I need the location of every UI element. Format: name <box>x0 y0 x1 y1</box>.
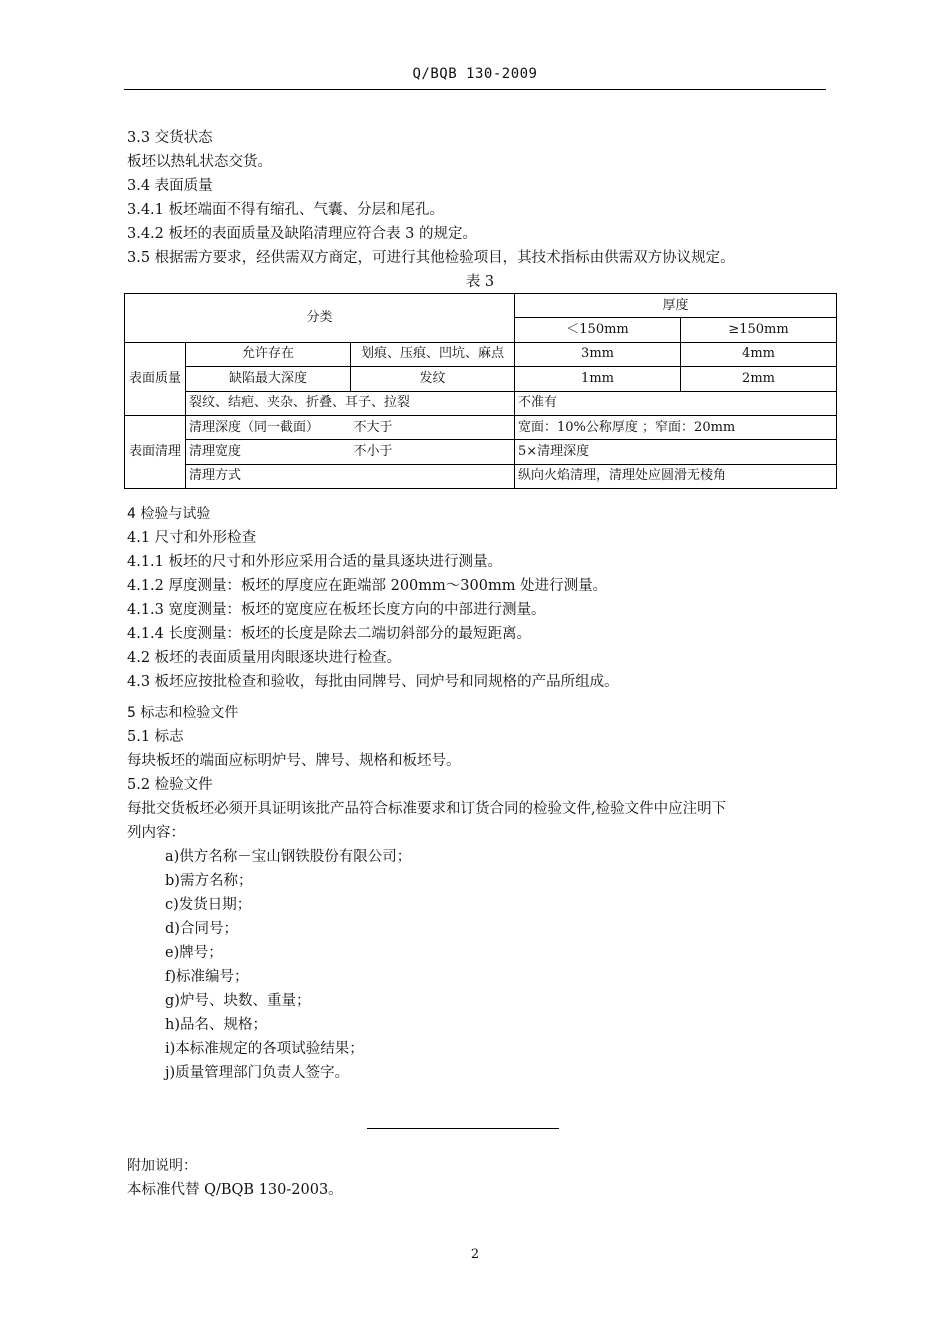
list-item-b: b)需方名称； <box>165 873 253 889</box>
clause-5-1-text: 每块板坯的端面应标明炉号、牌号、规格和板坯号。 <box>127 753 461 769</box>
clean-width-value: 5×清理深度 <box>515 440 837 464</box>
thickness-lt150-header: ＜150mm <box>515 318 681 342</box>
surface-cleaning-label: 表面清理 <box>125 415 186 488</box>
clause-4-1: 4.1 尺寸和外形检查 <box>127 530 257 546</box>
clause-4-1-4: 4.1.4 长度测量：板坯的长度是除去二端切斜部分的最短距离。 <box>127 626 532 642</box>
clause-3-3-text: 板坯以热轧状态交货。 <box>127 154 272 170</box>
clause-5-2-text-cont: 列内容： <box>127 825 185 841</box>
table-caption: 表 3 <box>465 274 495 290</box>
list-item-e: e)牌号； <box>165 945 223 961</box>
list-item-g: g)炉号、块数、重量； <box>165 993 311 1009</box>
list-item-j: j)质量管理部门负责人签字。 <box>165 1065 350 1081</box>
hairline-lt150-value: 1mm <box>515 367 681 391</box>
allowed-label-1: 允许存在 <box>186 342 351 366</box>
clause-4-3: 4.3 板坯应按批检查和验收，每批由同牌号、同炉号和同规格的产品所组成。 <box>127 674 619 690</box>
defect-hairline: 发纹 <box>351 367 515 391</box>
surface-quality-table <box>124 293 837 489</box>
clean-width-limit: 不小于 <box>351 440 515 464</box>
clause-4-1-3: 4.1.3 宽度测量：板坯的宽度应在板坯长度方向的中部进行测量。 <box>127 602 546 618</box>
clause-3-5: 3.5 根据需方要求，经供需双方商定，可进行其他检验项目，其技术指标由供需双方协议规定。 <box>127 250 735 266</box>
thickness-ge150-header: ≥150mm <box>681 318 837 342</box>
list-item-a: a)供方名称－宝山钢铁股份有限公司； <box>165 849 412 865</box>
category-header: 分类 <box>125 294 515 343</box>
document-code-header: Q/BQB 130-2009 <box>412 66 538 82</box>
clause-5-2-text: 每批交货板坯必须开具证明该批产品符合标准要求和订货合同的检验文件,检验文件中应注明下 <box>127 801 727 817</box>
clause-3-4: 3.4 表面质量 <box>127 178 213 194</box>
section-5-heading: 5 标志和检验文件 <box>127 705 239 721</box>
clean-method-label: 清理方式 <box>186 464 515 488</box>
clause-3-4-2: 3.4.2 板坯的表面质量及缺陷清理应符合表 3 的规定。 <box>127 226 477 242</box>
list-item-h: h)品名、规格； <box>165 1017 267 1033</box>
note-heading: 附加说明： <box>127 1158 197 1174</box>
scratches-ge150-value: 4mm <box>681 342 837 366</box>
allowed-label-2: 缺陷最大深度 <box>186 367 351 391</box>
end-of-text-rule <box>367 1128 559 1129</box>
clause-3-4-1: 3.4.1 板坯端面不得有缩孔、气囊、分层和尾孔。 <box>127 202 445 218</box>
clean-depth-limit: 不大于 <box>351 415 515 439</box>
section-4-heading: 4 检验与试验 <box>127 506 211 522</box>
header-rule <box>124 89 826 90</box>
defect-scratches: 划痕、压痕、凹坑、麻点 <box>351 342 515 366</box>
list-item-c: c)发货日期； <box>165 897 252 913</box>
scratches-lt150-value: 3mm <box>515 342 681 366</box>
clause-4-1-2: 4.1.2 厚度测量：板坯的厚度应在距端部 200mm～300mm 处进行测量。 <box>127 578 608 594</box>
cracks-value: 不准有 <box>515 391 837 415</box>
clause-4-1-1: 4.1.1 板坯的尺寸和外形应采用合适的量具逐块进行测量。 <box>127 554 503 570</box>
list-item-f: f)标准编号； <box>165 969 249 985</box>
clean-width-label: 清理宽度 <box>186 440 351 464</box>
note-text: 本标准代替 Q/BQB 130-2003。 <box>127 1182 343 1198</box>
defect-cracks: 裂纹、结疤、夹杂、折叠、耳子、拉裂 <box>186 391 515 415</box>
thickness-header: 厚度 <box>515 294 837 318</box>
clause-5-2: 5.2 检验文件 <box>127 777 213 793</box>
page-number: 2 <box>470 1247 480 1262</box>
list-item-i: i)本标准规定的各项试验结果； <box>165 1041 364 1057</box>
clean-depth-label: 清理深度（同一截面） <box>186 415 351 439</box>
list-item-d: d)合同号； <box>165 921 238 937</box>
clause-3-3: 3.3 交货状态 <box>127 130 213 146</box>
clean-method-value: 纵向火焰清理，清理处应圆滑无棱角 <box>515 464 837 488</box>
clause-4-2: 4.2 板坯的表面质量用肉眼逐块进行检查。 <box>127 650 402 666</box>
clause-5-1: 5.1 标志 <box>127 729 184 745</box>
hairline-ge150-value: 2mm <box>681 367 837 391</box>
surface-quality-label: 表面质量 <box>125 342 186 415</box>
clean-depth-value: 宽面：10%公称厚度 ；窄面：20mm <box>515 415 837 439</box>
